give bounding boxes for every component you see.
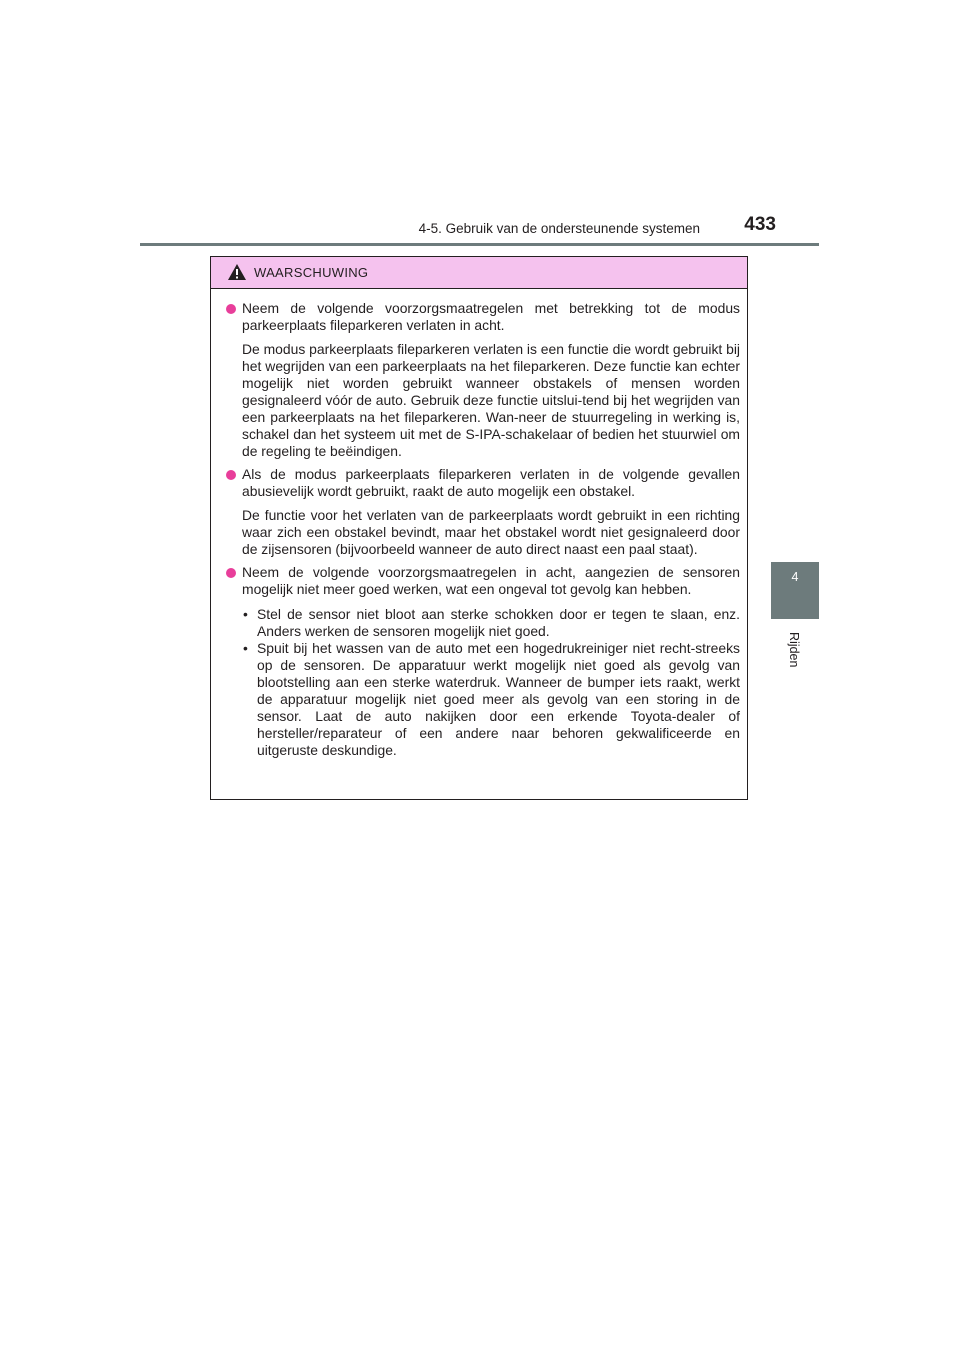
bullet-dot-icon (226, 304, 236, 314)
warning-item-lead: Neem de volgende voorzorgsmaatregelen in acht, aangezien de sensoren mogelijk niet meer goed werken, wat een ongeval tot gevolg kan hebben. (242, 564, 740, 597)
warning-item-lead: Als de modus parkeerplaats fileparkeren verlaten in de volgende gevallen abusievelijk wordt gebruikt, raakt de auto mogelijk een obstakel. (242, 466, 740, 499)
bullet-dot-icon (226, 470, 236, 480)
warning-box (210, 256, 748, 800)
warning-item (225, 466, 740, 558)
warning-item (225, 300, 740, 460)
sub-list-item-text: Stel de sensor niet bloot aan sterke schokken door er tegen te slaan, enz. Anders werken de sensoren mogelijk niet goed. (257, 606, 740, 639)
warning-triangle-icon (227, 263, 247, 281)
warning-item (225, 564, 740, 759)
small-bullet-icon: • (243, 606, 248, 622)
warning-item-detail: De modus parkeerplaats fileparkeren verlaten is een functie die wordt gebruikt bij het wegrijden van een parkeerplaats na het fileparkeren. Deze functie kan echter mogelijk niet worden gebruikt wanneer obstakels of mensen worden gesignaleerd vóór de auto. Gebruik deze functie uitslui-tend bij het wegrijden van een parkeerplaats na het fileparkeren. Wan-neer de stuurregeling in werking is, schakel dan het systeem uit met de S-IPA-schakelaar of bedien het stuurwiel om de regeling te beëindigen. (242, 341, 741, 459)
warning-title: WAARSCHUWING (254, 265, 369, 280)
chapter-tab (771, 562, 819, 619)
warning-item-detail: De functie voor het verlaten van de parkeerplaats wordt gebruikt in een richting waar zich een obstakel bevindt, maar het obstakel wordt niet gesignaleerd door de zijsensoren (bijvoorbeeld wanneer de auto direct naast een paal staat). (242, 507, 740, 557)
sub-list-item (242, 606, 740, 640)
chapter-number: 4 (791, 570, 799, 584)
bullet-dot-icon (226, 568, 236, 578)
section-title: 4-5. Gebruik van de ondersteunende systemen (418, 221, 700, 236)
page-number: 433 (744, 214, 776, 235)
sub-list-item-text: Spuit bij het wassen van de auto met een hogedrukreiniger niet recht-streeks op de sensoren. De apparatuur werkt mogelijk niet goed als gevolg van blootstelling aan een sterke waterdruk. Wanneer de bumper iets raakt, werkt de apparatuur mogelijk niet goed meer als gevolg van een storing in de sensor. Laat de auto nakijken door een erkende Toyota-dealer of hersteller/reparateur of een andere naar behoren gekwalificeerde en uitgeruste deskundige. (257, 640, 740, 758)
warning-body (211, 289, 747, 759)
sub-list-item (242, 640, 740, 759)
warning-item-lead: Neem de volgende voorzorgsmaatregelen met betrekking tot de modus parkeerplaats fileparkeren verlaten in acht. (242, 300, 740, 333)
warning-header (211, 257, 747, 289)
sub-list (242, 606, 740, 759)
chapter-label: Rijden (787, 632, 801, 668)
small-bullet-icon: • (243, 640, 248, 656)
header-rule (140, 243, 819, 246)
